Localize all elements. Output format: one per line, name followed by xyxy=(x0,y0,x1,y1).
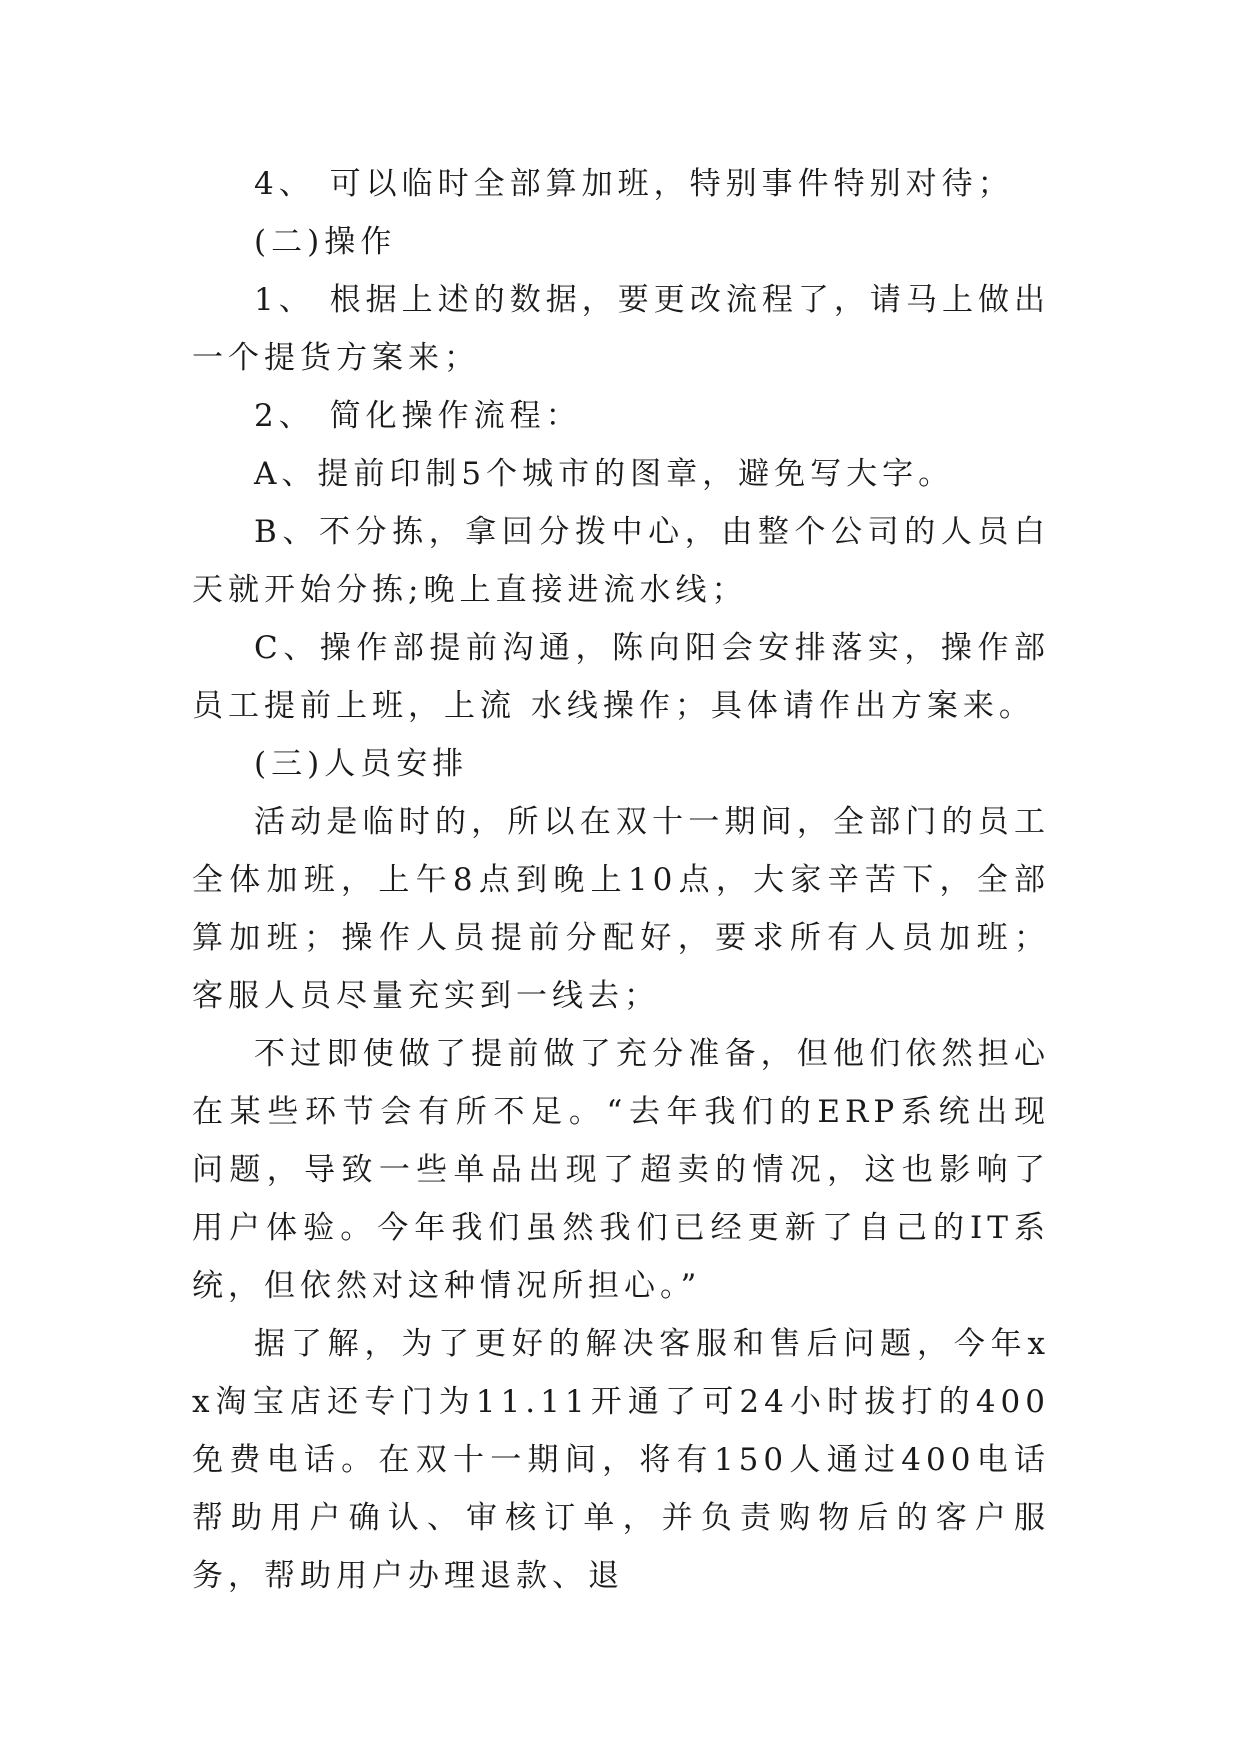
paragraph-item-4: 4、 可以临时全部算加班，特别事件特别对待； xyxy=(254,166,1014,202)
paragraph-erp-concern: 不过即使做了提前做了充分准备，但他们依然担心在某些环节会有所不足。“去年我们的ERP系统出现问题，导致一些单品出现了超卖的情况，这也影响了用户体验。今年我们虽然我们已经更新了自己的IT系统，但依然对这种情况所担心。” xyxy=(192,1036,1050,1304)
document-body xyxy=(192,155,1050,1605)
paragraph-item-1-pickup-plan: 1、 根据上述的数据，要更改流程了，请马上做出一个提货方案来； xyxy=(192,282,1050,376)
paragraph-item-c-communication: C、操作部提前沟通，陈向阳会安排落实，操作部员工提前上班，上流 水线操作；具体请作出方案来。 xyxy=(192,630,1050,724)
paragraph-overtime: 活动是临时的，所以在双十一期间，全部门的员工全体加班，上午8点到晚上10点，大家辛苦下，全部算加班；操作人员提前分配好，要求所有人员加班；客服人员尽量充实到一线去； xyxy=(192,804,1050,1014)
section-heading-staffing: (三)人员安排 xyxy=(254,746,469,782)
paragraph-400-hotline: 据了解，为了更好的解决客服和售后问题，今年xx淘宝店还专门为11.11开通了可24小时拔打的400免费电话。在双十一期间，将有150人通过400电话帮助用户确认、审核订单，并负责购物后的客户服务，帮助用户办理退款、退 xyxy=(192,1326,1050,1594)
section-heading-operation: (二)操作 xyxy=(254,224,397,260)
paragraph-item-2-simplify: 2、 简化操作流程： xyxy=(254,398,582,434)
paragraph-item-b-sorting: B、不分拣，拿回分拨中心，由整个公司的人员白天就开始分拣;晚上直接进流水线； xyxy=(192,514,1050,608)
paragraph-item-a-stamps: A、提前印制5个城市的图章，避免写大字。 xyxy=(254,456,955,492)
